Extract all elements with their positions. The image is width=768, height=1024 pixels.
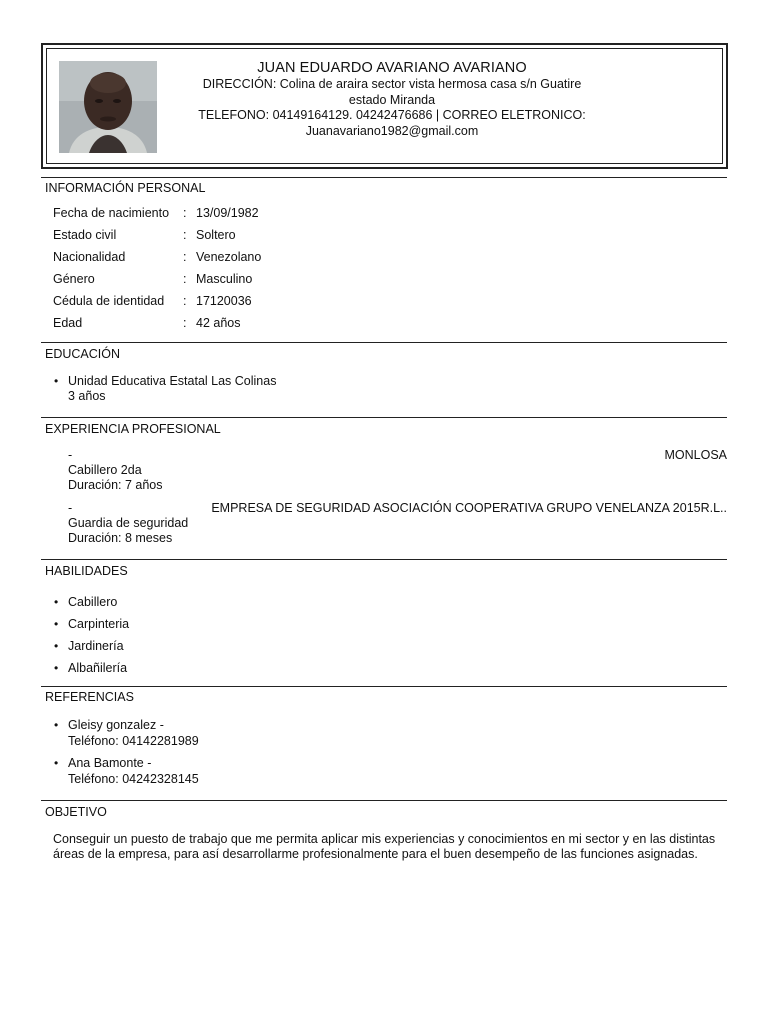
reference-name: • Gleisy gonzalez -: [68, 718, 164, 732]
personal-value: 42 años: [196, 316, 241, 330]
personal-separator: :: [183, 316, 187, 330]
skill-item: • Jardinería: [53, 635, 129, 657]
personal-row: [53, 246, 261, 268]
experience-role: Cabillero 2da: [68, 463, 142, 477]
education-detail: 3 años: [68, 389, 106, 403]
section-divider: [41, 342, 727, 343]
personal-label: Nacionalidad: [53, 250, 126, 264]
section-divider: [41, 177, 727, 178]
personal-row: [53, 312, 261, 334]
section-title-references: REFERENCIAS: [45, 690, 134, 704]
experience-item: [68, 501, 727, 546]
section-divider: [41, 800, 727, 801]
personal-separator: :: [183, 250, 187, 264]
personal-row: [53, 290, 261, 312]
section-title-personal: INFORMACIÓN PERSONAL: [45, 181, 206, 195]
education-item: [53, 374, 276, 404]
personal-label: Fecha de nacimiento: [53, 206, 170, 220]
personal-separator: :: [183, 228, 187, 242]
section-title-experience: EXPERIENCIA PROFESIONAL: [45, 422, 221, 436]
personal-row: [53, 268, 261, 290]
personal-label: Edad: [53, 316, 83, 330]
address-line-1: DIRECCIÓN: Colina de araira sector vista hermosa casa s/n Guatire: [202, 77, 582, 91]
personal-row: [53, 224, 261, 246]
skills-list: [53, 591, 129, 679]
section-divider: [41, 686, 727, 687]
personal-separator: :: [183, 272, 187, 286]
personal-value: 17120036: [196, 294, 252, 308]
reference-name: • Ana Bamonte -: [68, 756, 152, 770]
personal-separator: :: [183, 206, 187, 220]
skill-item: • Albañilería: [53, 657, 129, 679]
header-inner-frame: [46, 48, 723, 164]
section-divider: [41, 559, 727, 560]
reference-phone: Teléfono: 04142281989: [68, 734, 199, 748]
education-school: • Unidad Educativa Estatal Las Colinas: [68, 374, 277, 388]
personal-label: Género: [53, 272, 95, 286]
reference-phone: Teléfono: 04242328145: [68, 772, 199, 786]
personal-value: 13/09/1982: [196, 206, 259, 220]
references-list: [53, 717, 199, 787]
experience-dash: -: [68, 501, 73, 515]
personal-value: Soltero: [196, 228, 236, 242]
contact-email: Juanavariano1982@gmail.com: [305, 123, 479, 138]
experience-role: Guardia de seguridad: [68, 516, 189, 530]
contact-line-1: TELEFONO: 04149164129. 04242476686 | CORREO ELETRONICO:: [198, 108, 586, 122]
experience-duration: Duración: 7 años: [68, 478, 163, 492]
address-line-2: estado Miranda: [348, 92, 436, 107]
header-box: [41, 43, 728, 169]
objective-text: Conseguir un puesto de trabajo que me permita aplicar mis experiencias y conocimientos en mi sector y en las distintas áreas de la empresa, para así desarrollarme profesionalmente para el buen desempeño de las funciones asignadas.: [53, 832, 716, 861]
section-title-education: EDUCACIÓN: [45, 347, 121, 361]
personal-separator: :: [183, 294, 187, 308]
section-title-objective: OBJETIVO: [45, 805, 107, 819]
reference-item: [53, 717, 199, 749]
header-text: [177, 59, 607, 139]
personal-value: Masculino: [196, 272, 253, 286]
personal-label: Cédula de identidad: [53, 294, 165, 308]
experience-item: [68, 448, 727, 493]
reference-item: [53, 755, 199, 787]
experience-duration: Duración: 8 meses: [68, 531, 173, 545]
skill-item: • Cabillero: [53, 591, 129, 613]
section-title-skills: HABILIDADES: [45, 564, 128, 578]
skill-item: • Carpinteria: [53, 613, 129, 635]
personal-row: [53, 202, 261, 224]
experience-company: EMPRESA DE SEGURIDAD ASOCIACIÓN COOPERATIVA GRUPO VENELANZA 2015R.L..: [211, 501, 727, 515]
candidate-name: JUAN EDUARDO AVARIANO AVARIANO: [257, 60, 527, 76]
personal-info-table: [53, 202, 261, 334]
profile-photo-image: [59, 61, 157, 153]
education-list: [53, 374, 276, 404]
personal-value: Venezolano: [196, 250, 262, 264]
personal-label: Estado civil: [53, 228, 117, 242]
profile-photo: [59, 61, 157, 153]
section-divider: [41, 417, 727, 418]
experience-company: MONLOSA: [664, 448, 727, 462]
experience-dash: -: [68, 448, 73, 462]
